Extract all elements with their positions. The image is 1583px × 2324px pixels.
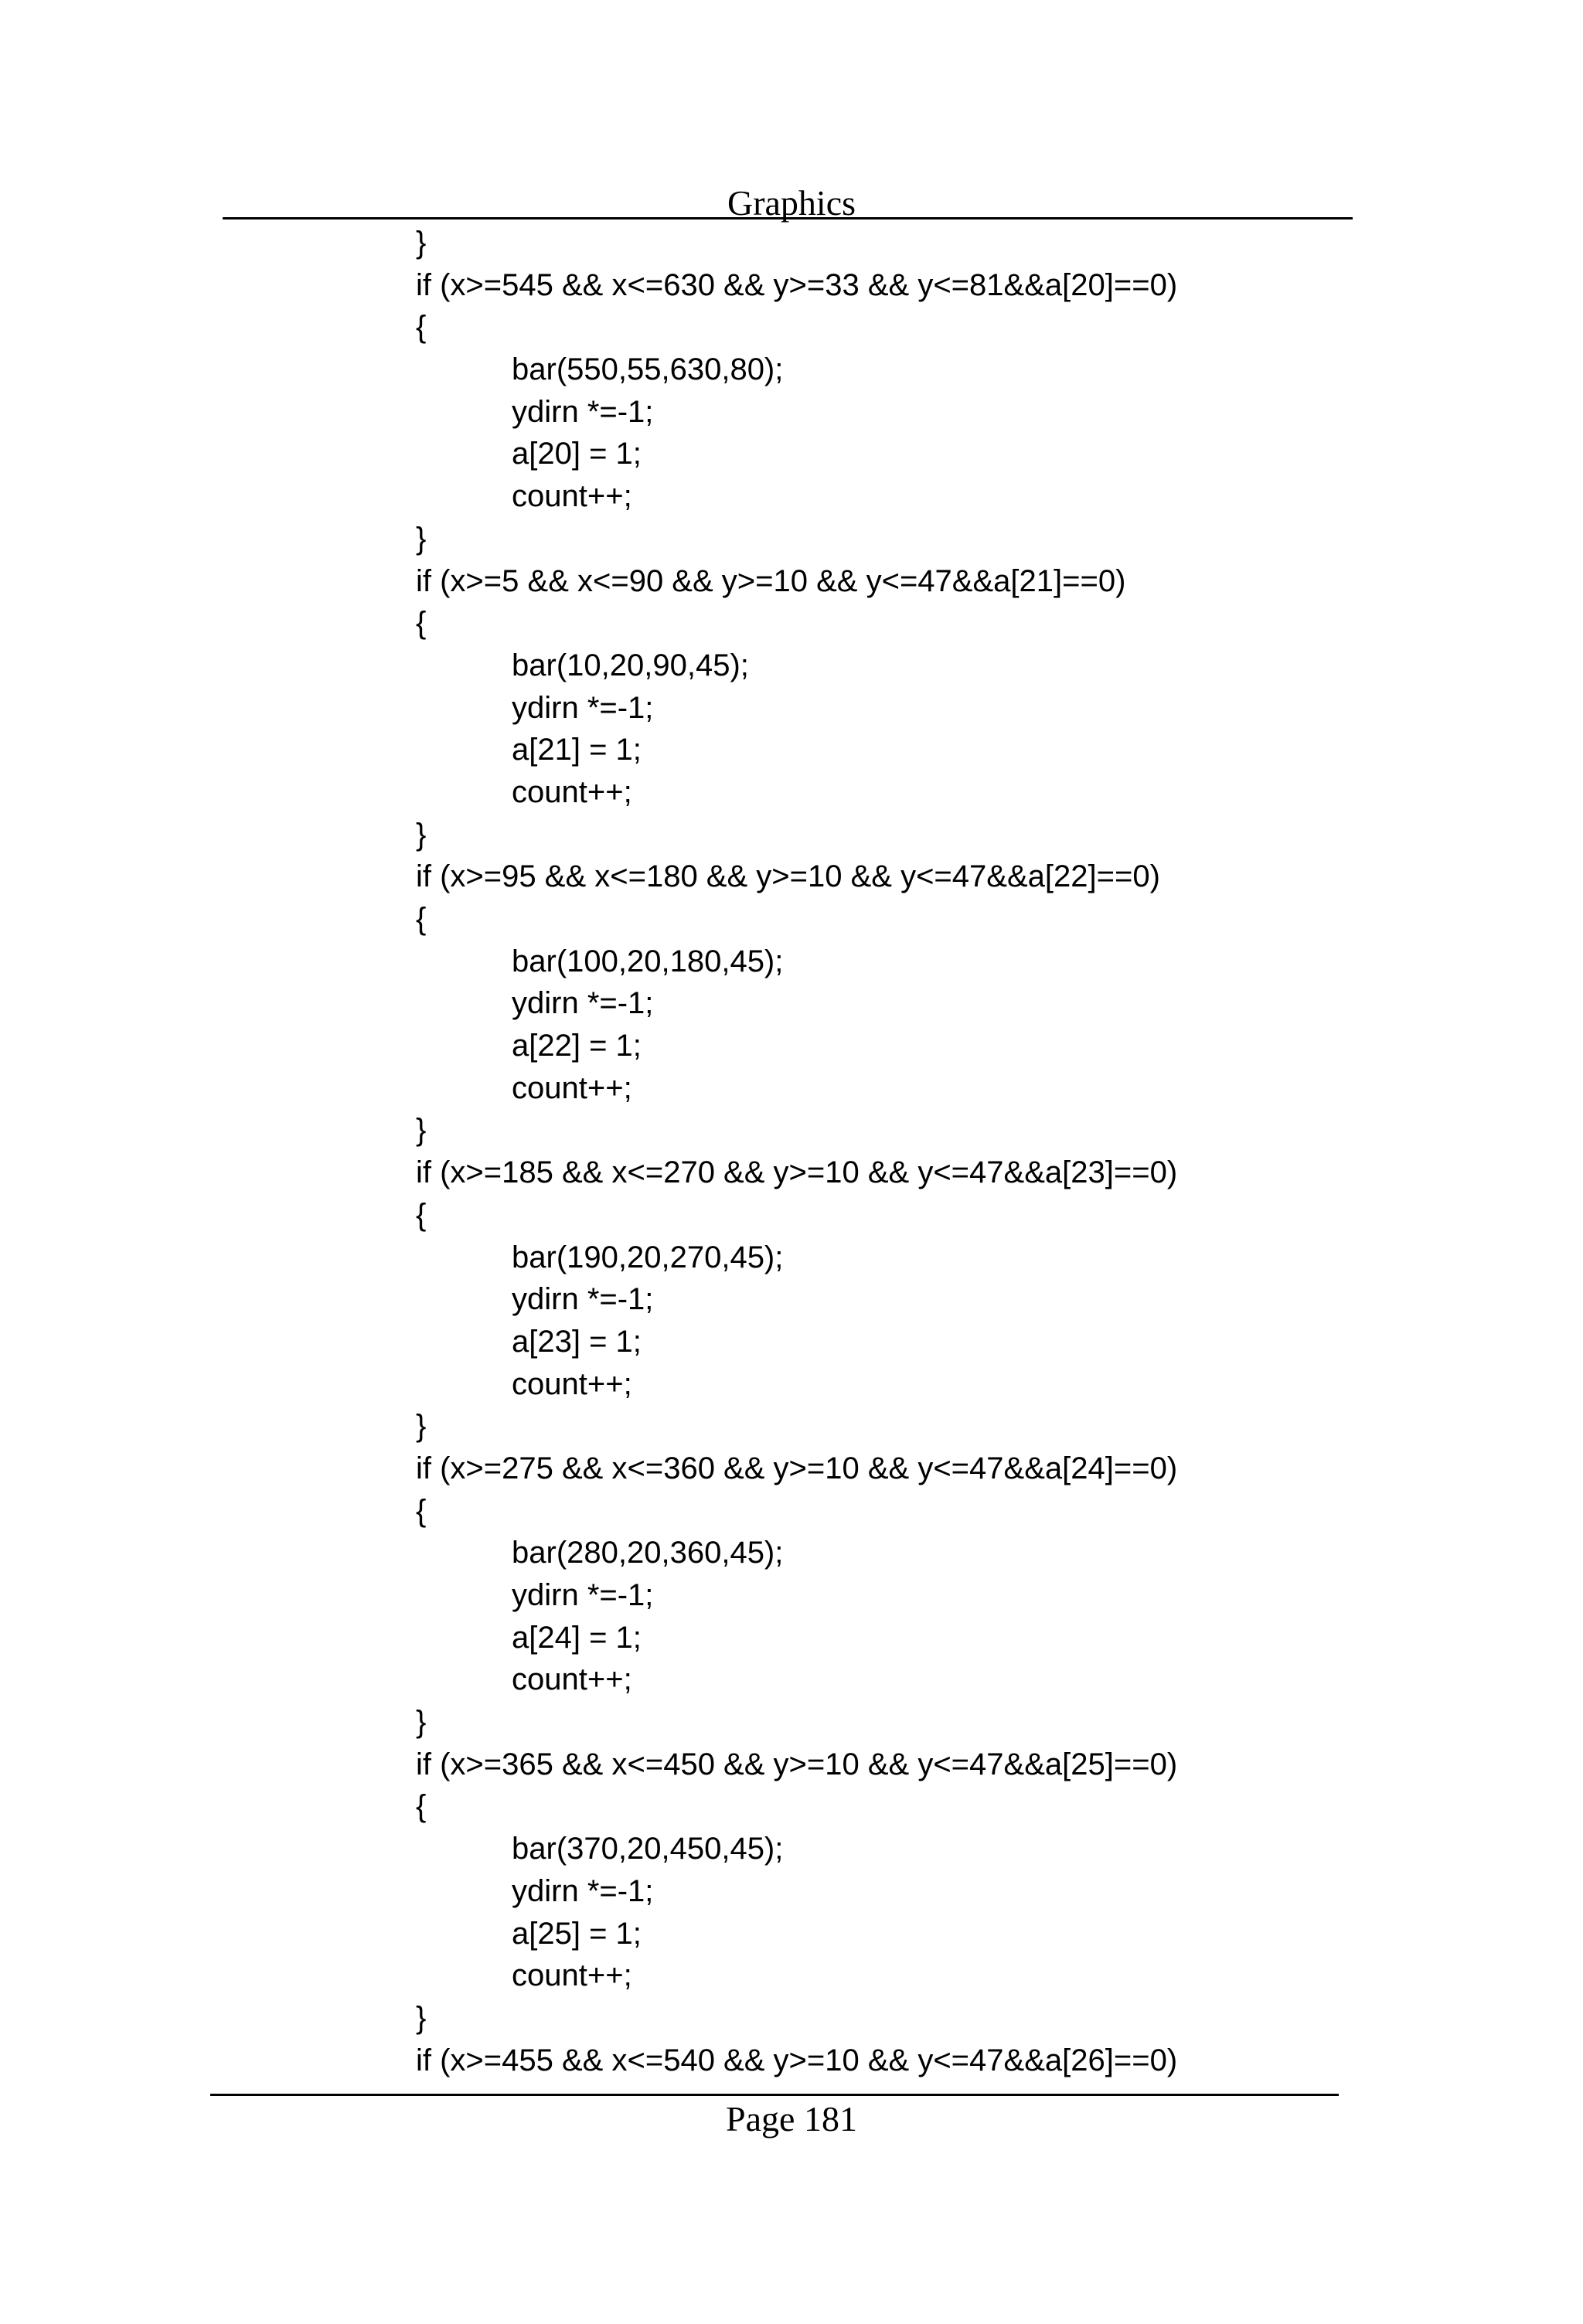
code-line: a[23] = 1; [512,1324,642,1359]
code-line: { [416,310,427,345]
code-line: ydirn *=-1; [512,1873,654,1908]
code-line: if (x>=545 && x<=630 && y>=33 && y<=81&&a[20]==0) [416,267,1178,302]
header-rule [223,217,1353,219]
code-line: { [416,1789,427,1824]
code-line: ydirn *=-1; [512,394,654,429]
code-line: bar(280,20,360,45); [512,1536,784,1570]
code-line: a[22] = 1; [512,1029,642,1063]
code-listing [416,222,1343,2081]
code-line: bar(190,20,270,45); [512,1240,784,1274]
code-line: } [416,817,427,852]
page-number: Page 181 [726,2099,857,2139]
code-line: count++; [512,1662,632,1697]
code-line: } [416,1113,427,1148]
code-line: } [416,1409,427,1444]
code-line: if (x>=365 && x<=450 && y>=10 && y<=47&&a[25]==0) [416,1747,1178,1781]
code-line: count++; [512,479,632,514]
code-line: bar(370,20,450,45); [512,1832,784,1866]
code-line: if (x>=5 && x<=90 && y>=10 && y<=47&&a[21]==0) [416,563,1126,598]
code-line: } [416,1705,427,1740]
code-line: { [416,606,427,641]
code-line: bar(100,20,180,45); [512,944,784,978]
code-line: a[24] = 1; [512,1620,642,1655]
code-line: count++; [512,1958,632,1993]
code-line: bar(10,20,90,45); [512,648,749,682]
code-line: { [416,902,427,936]
code-line: count++; [512,1366,632,1401]
code-line: if (x>=275 && x<=360 && y>=10 && y<=47&&a[24]==0) [416,1451,1178,1485]
code-line: if (x>=95 && x<=180 && y>=10 && y<=47&&a[22]==0) [416,859,1160,894]
code-line: if (x>=185 && x<=270 && y>=10 && y<=47&&a[23]==0) [416,1155,1178,1190]
code-line: { [416,1493,427,1528]
code-line: a[25] = 1; [512,1916,642,1951]
code-line: ydirn *=-1; [512,1282,654,1317]
code-line: } [416,2000,427,2035]
code-line: if (x>=455 && x<=540 && y>=10 && y<=47&&a[26]==0) [416,2043,1178,2077]
code-line: ydirn *=-1; [512,986,654,1021]
code-line: ydirn *=-1; [512,1578,654,1612]
code-line: a[21] = 1; [512,733,642,767]
code-line: } [416,521,427,556]
code-line: } [416,226,427,260]
code-line: ydirn *=-1; [512,690,654,725]
code-line: { [416,1197,427,1232]
page-header-title: Graphics [727,183,856,223]
code-line: bar(550,55,630,80); [512,352,784,387]
code-line: count++; [512,1070,632,1105]
code-line: count++; [512,774,632,809]
code-line: a[20] = 1; [512,437,642,471]
